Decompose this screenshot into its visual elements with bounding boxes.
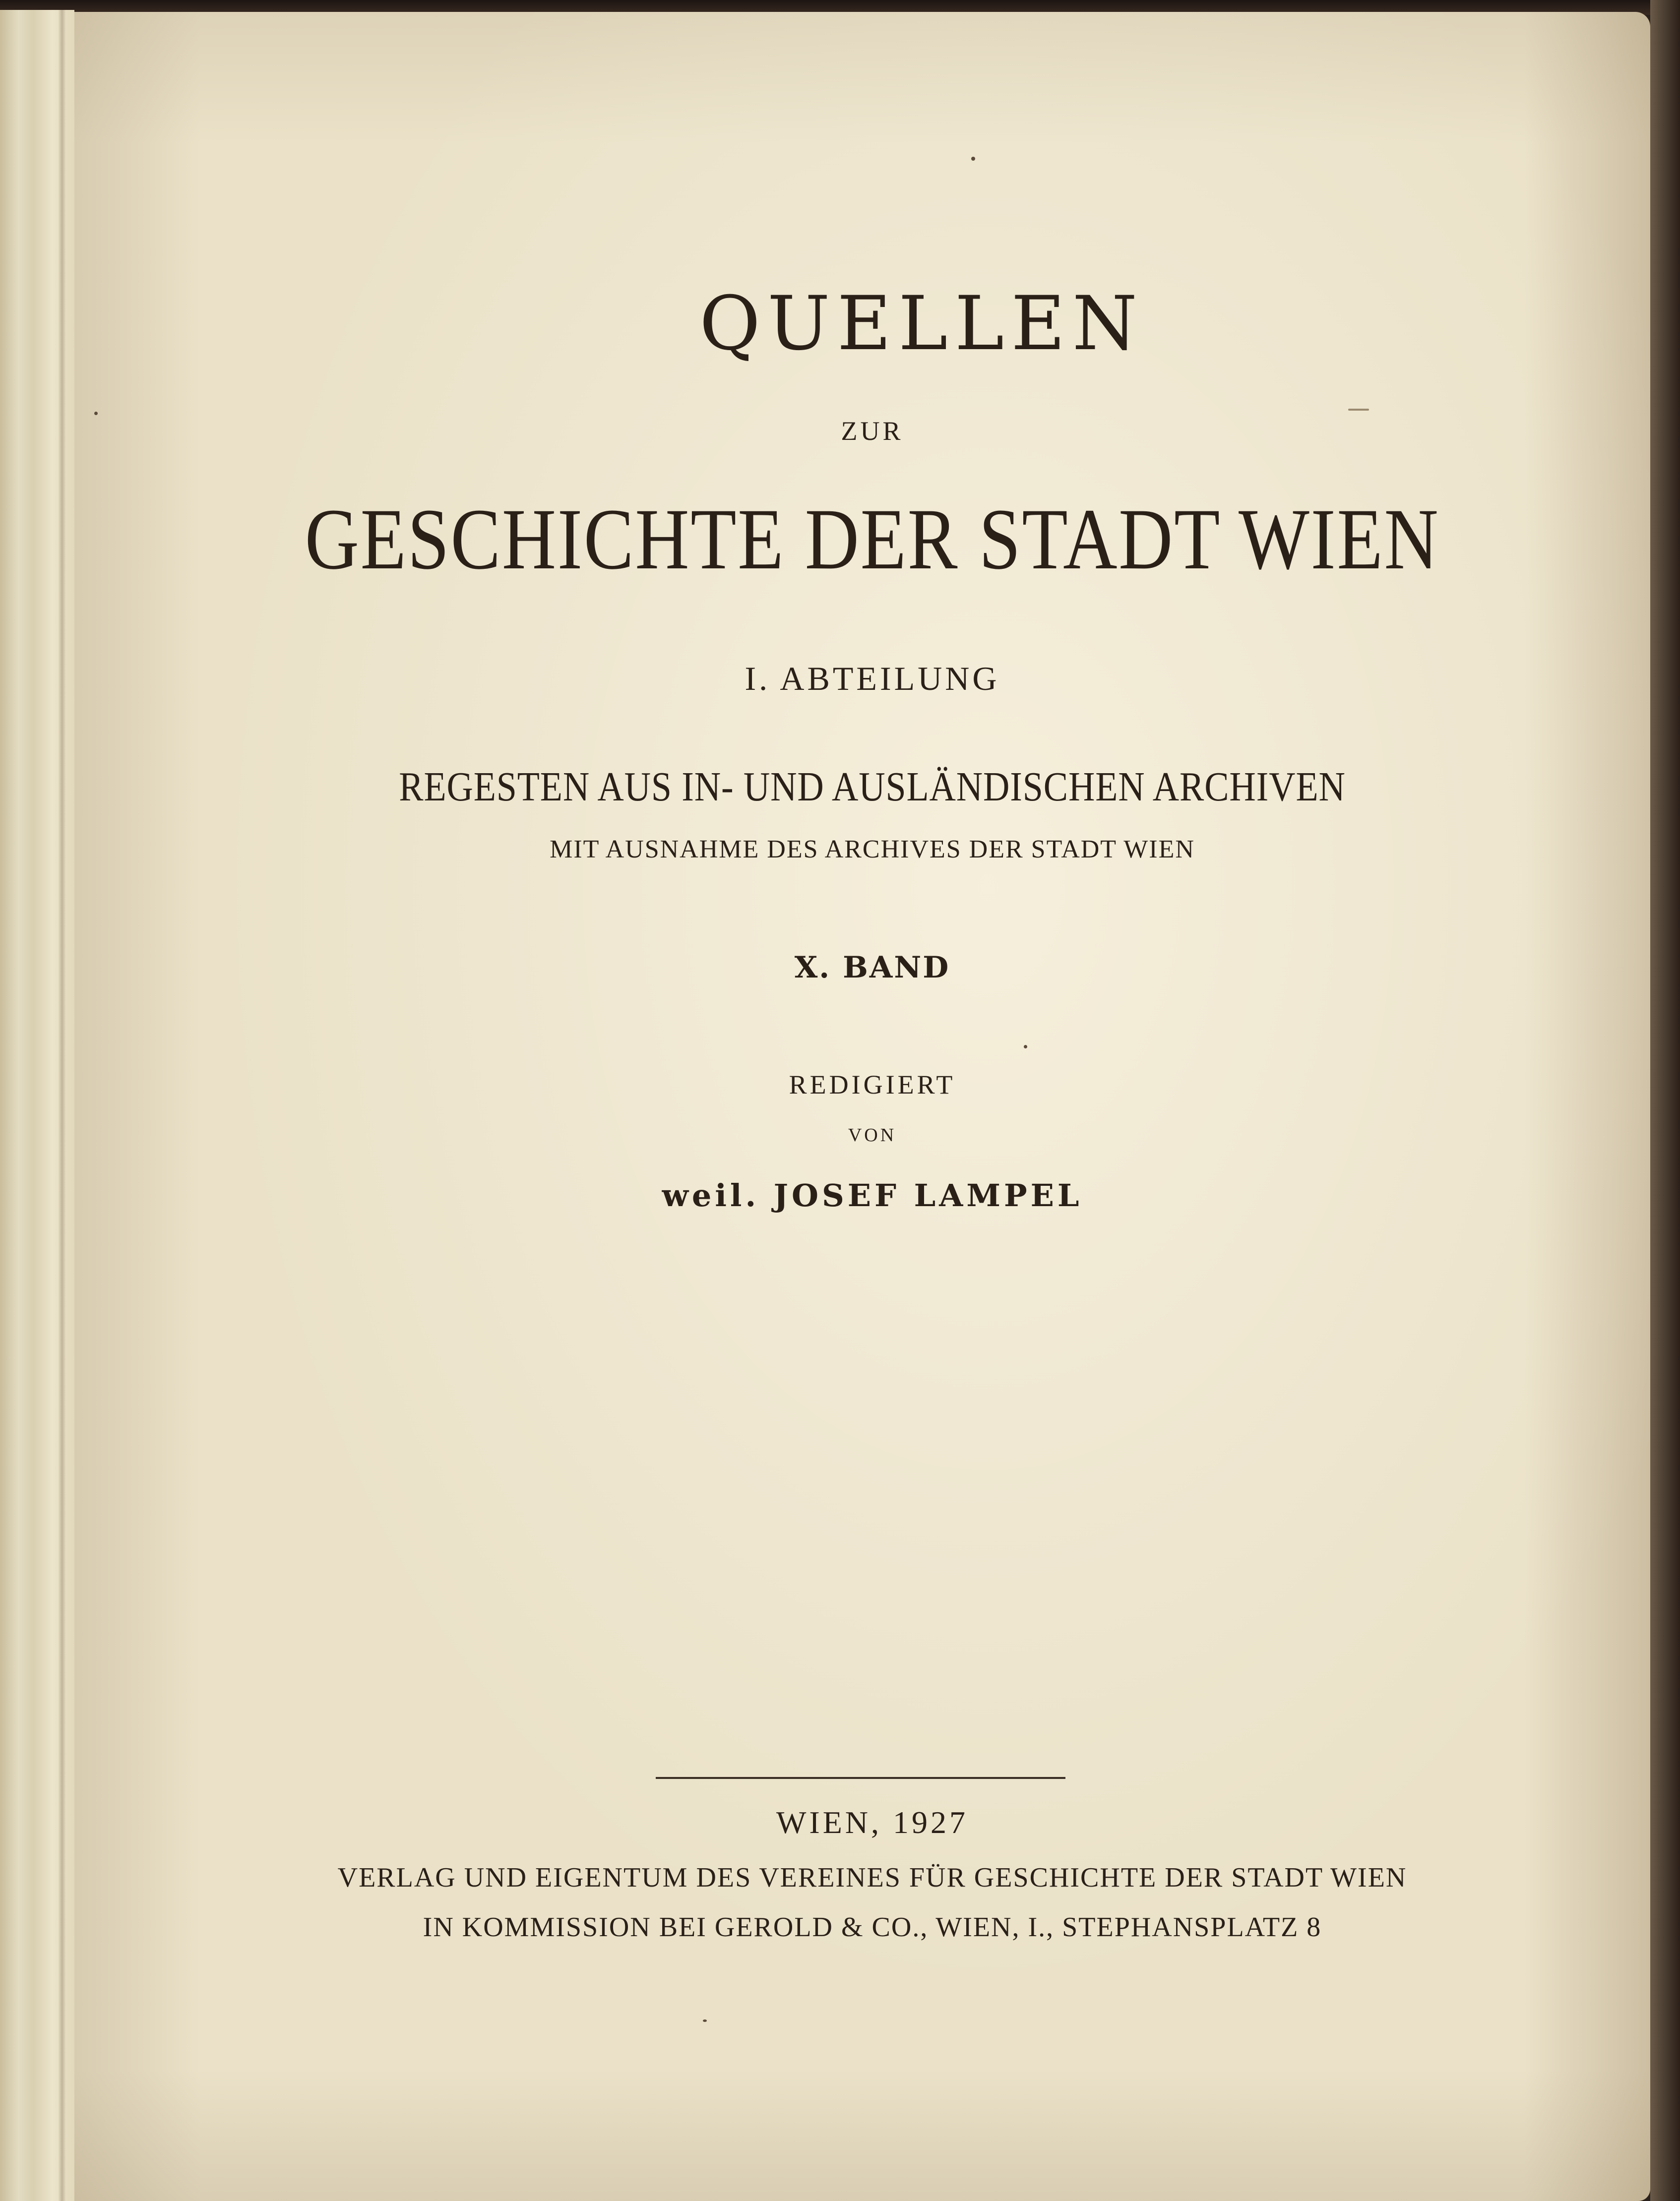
subtitle: REGESTEN AUS IN- UND AUSLÄNDISCHEN ARCHIVEN [399,764,1346,810]
editor-name: weil. JOSEF LAMPEL [662,1177,1083,1214]
main-title: GESCHICHTE DER STADT WIEN [305,491,1440,588]
imprint-divider-rule [656,1777,1065,1779]
subtitle-note: MIT AUSNAHME DES ARCHIVES DER STADT WIEN [550,835,1195,863]
by-label: VON [848,1125,897,1146]
volume-label: X. BAND [794,950,950,985]
edited-label: REDIGIERT [789,1070,956,1100]
imprint-commission: IN KOMMISSION BEI GEROLD & CO., WIEN, I., STEPHANSPLATZ 8 [423,1912,1322,1943]
title-connector: ZUR [841,416,904,446]
paper-speck [1024,1045,1027,1048]
paper-speck [1348,409,1369,411]
paper-speck [971,157,975,161]
series-title: QUELLEN [699,281,1144,367]
division-label: I. ABTEILUNG [745,660,1000,697]
imprint-place-year: WIEN, 1927 [776,1805,969,1840]
imprint-publisher: VERLAG UND EIGENTUM DES VEREINES FÜR GESCHICHTE DER STADT WIEN [337,1862,1407,1893]
paper-speck [703,2019,707,2022]
paper-speck [94,412,98,415]
